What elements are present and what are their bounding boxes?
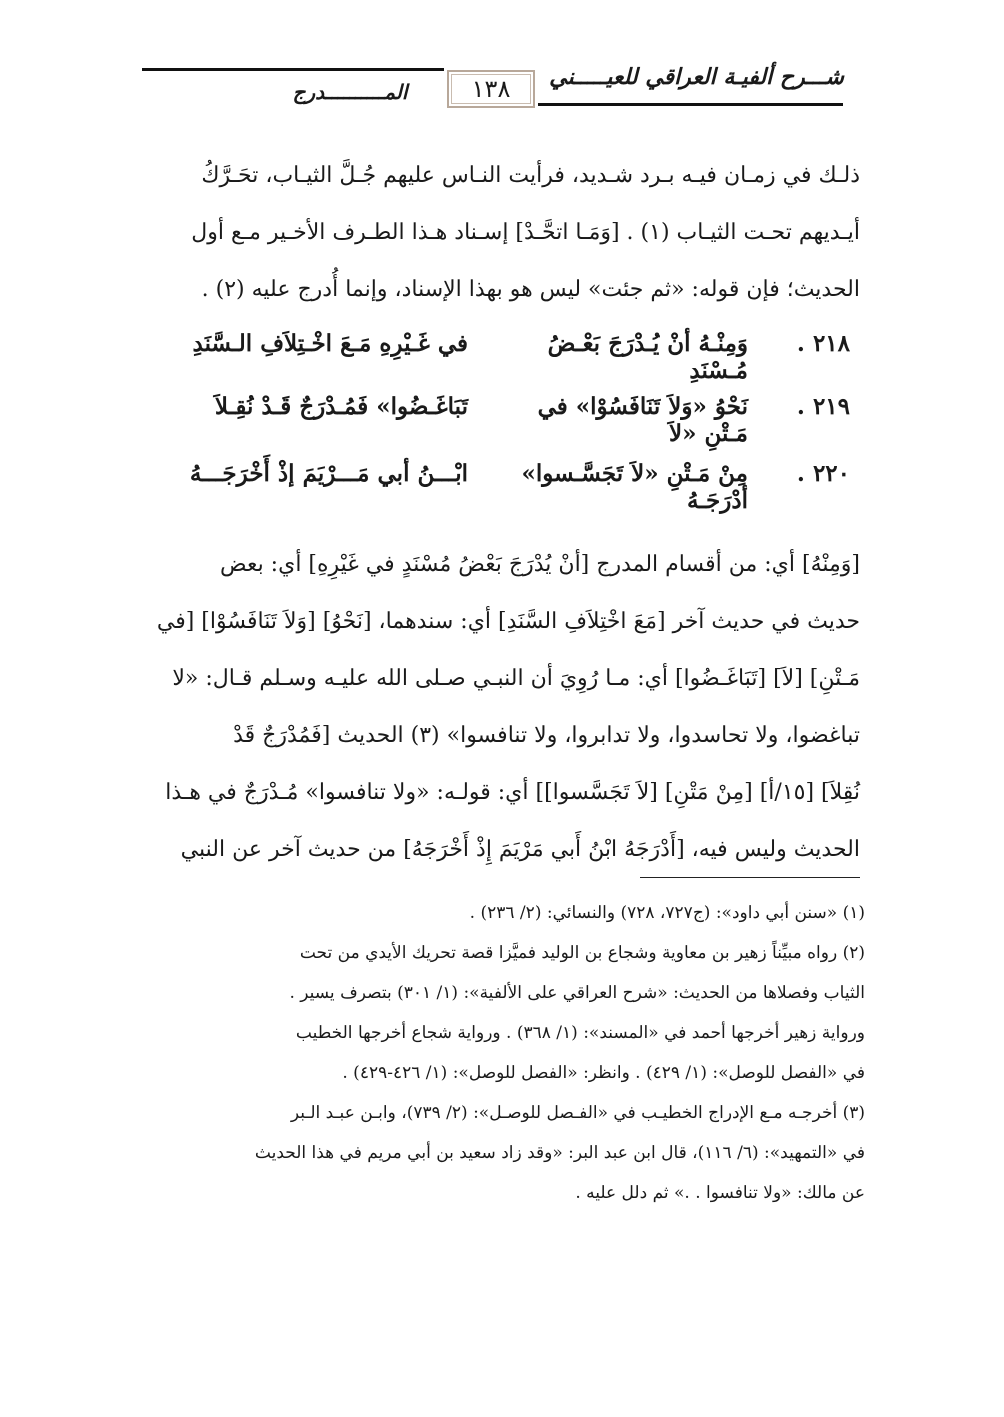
commentary-line: تباغضوا، ولا تحاسدوا، ولا تدابروا، ولا تنافسوا» (٣) الحديث [فَمُدْرَجٌ قَدْ (233, 723, 860, 748)
verse-second-hemistich: ابْـــنُ أبي مَـــرْيَمَ إذْ أَخْرَجَـــهُ (189, 460, 468, 487)
verse-second-hemistich: تَبَاغَـضُوا» فَمُـدْرَجٌ قَـدْ نُقِـلاَ (214, 393, 468, 420)
footnote-3-line: في «التمهيد»: (٦/ ١١٦)، قال ابن عبد البر: «وقد زاد سعيد بن أبي مريم في هذا الحديث (254, 1143, 865, 1163)
commentary-line: حديث في حديث آخر [مَعَ اخْتِلاَفِ السَّنَدِ] أي: سندهما، [نَحْوُ] [وَلاَ تَنَافَسُوْا] [في (156, 609, 860, 634)
commentary-paragraph (140, 536, 860, 878)
verse-number: ٢١٩ . (796, 393, 850, 420)
intro-line: أيـديهم تحـت الثيـاب (١) . [وَمَـا اتحَّـدْ] إسـناد هـذا الطـرف الأخـير مـع أول (191, 220, 860, 245)
verse-number: ٢٢٠ . (796, 460, 850, 487)
verse-218 (128, 330, 850, 384)
commentary-line: نُقِلاَ] [١٥/أ] [مِنْ مَتْنِ] [لاَ تَجَسَّسوا]] أي: قولـه: «ولا تنافسوا» مُـدْرَجٌ في هـذا (165, 780, 860, 805)
intro-line: ذلـك في زمـان فيـه بـرد شـديد، فرأيت النـاس عليهم جُـلَّ الثيـاب، تحَـرَّكُ (201, 163, 860, 188)
footnote-separator (640, 877, 860, 878)
footnote-2: (٢) رواه مبيِّناً زهير بن معاوية وشجاع بن الوليد فميَّزا قصة تحريك الأيدي من تحت (299, 943, 865, 963)
intro-line: الحديث؛ فإن قوله: «ثم جئت» ليس هو بهذا الإسناد، وإنما أُدرج عليه (٢) . (201, 277, 860, 302)
verse-number: ٢١٨ . (796, 330, 850, 357)
footnote-2-line: ورواية زهير أخرجها أحمد في «المسند»: (١/ ٣٦٨) . ورواية شجاع أخرجها الخطيب (295, 1023, 865, 1043)
verse-220 (128, 460, 850, 514)
footnotes (140, 893, 865, 1213)
book-title: شـــرح ألفيـة العراقي للعيـــــني (549, 64, 844, 90)
verse-219 (128, 393, 850, 447)
footnote-3-line: عن مالك: «ولا تنافسوا . .» ثم دلل عليه . (575, 1183, 865, 1203)
verse-first-hemistich: مِنْ مَـتْنِ «لاَ تَجَسَّـسوا» أدْرَجَـهُ (521, 460, 748, 514)
footnote-2-line: في «الفصل للوصل»: (١/ ٤٢٩) . وانظر: «الفصل للوصل»: (١/ ٤٢٦-٤٢٩) . (342, 1063, 865, 1083)
header-rule-top (142, 68, 444, 71)
commentary-line: [وَمِنْهُ] أي: من أقسام المدرج [أنْ يُدْرَجَ بَعْضُ مُسْنَدٍ في غَيْرِهِ] أي: بعض (220, 552, 860, 577)
chapter-title: المــــــــــدرج (292, 80, 408, 104)
commentary-line: الحديث وليس فيه، [أَدْرَجَهُ ابْنُ أَبي مَرْيَمَ إِذْ أَخْرَجَهُ] من حديث آخر عن النبي (180, 837, 860, 862)
verse-first-hemistich: وَمِنْـهُ أنْ يُـدْرَجَ بَعْـضُ مُـسْنَدِ (547, 330, 748, 384)
commentary-line: مَـتْنِ] [لاَ] [تَبَاغَـضُوا] أي: مـا رُوِيَ أن النبـي صـلى الله عليـه وسـلم قـال: «لا (172, 666, 860, 691)
footnote-1: (١) «سنن أبي داود»: (ج٧٢٧، ٧٢٨) والنسائي: (٢/ ٢٣٦) . (469, 903, 865, 923)
footnote-3: (٣) أخرجـه مـع الإدراج الخطيـب في «الفـصل للوصـل»: (٢/ ٧٣٩)، وابـن عبـد الـبر (290, 1103, 865, 1123)
intro-paragraph (140, 147, 860, 318)
page-number: ١٣٨ (447, 70, 535, 108)
footnote-2-line: الثياب وفصلاها من الحديث: «شرح العراقي على الألفية»: (١/ ٣٠١) بتصرف يسير . (289, 983, 865, 1003)
header-rule-bottom (538, 103, 843, 106)
verse-first-hemistich: نَحْوُ «وَلاَ تَنَافَسُوْا» في مَـتْنِ «لاَ (537, 393, 748, 447)
verse-second-hemistich: في غَـيْرِهِ مَـعَ اخْـتِلاَفِ الـسَّنَدِ (192, 330, 468, 357)
